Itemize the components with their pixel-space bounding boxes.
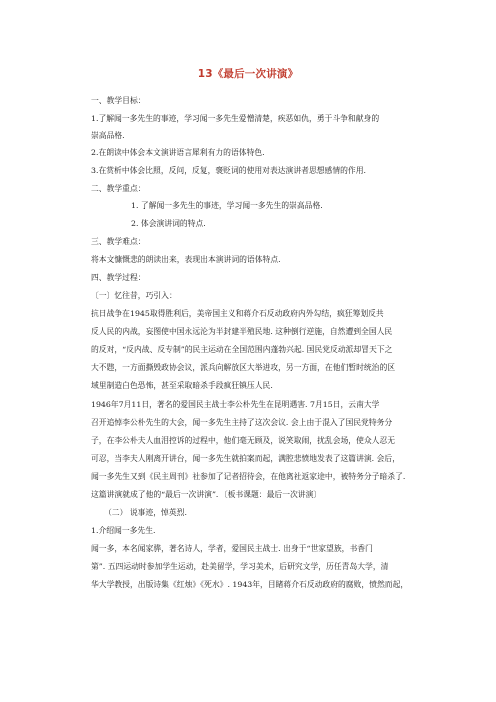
section-1-heading: 一、教学目标：: [91, 96, 146, 105]
objective-1-line-a: 1.了解闻一多先生的事迹，学习闻一多先生爱憎清楚，疾恶如仇，勇于斗争和献身的: [91, 114, 380, 123]
biography-paragraph-line: 华大学教授，出版诗集《红烛》《死水》. 1943年，目睹蒋介石反动政府的腐败，愤然而起，: [91, 580, 409, 589]
intro-paragraph-line: 的反对，“反内战、反专制”的民主运动在全国范围内蓬勃兴起. 国民党反动派却冒天下之: [91, 345, 393, 354]
section-2-heading: 二、教学重点：: [91, 184, 146, 193]
objective-1-line-b: 崇高品格.: [91, 131, 125, 140]
objective-3: 3.在赏析中体会比照，反问，反复，褒贬词的使用对表达演讲者思想感情的作用.: [91, 166, 367, 175]
biography-paragraph-line: 闻一多，本名闻家骅，著名诗人，学者，爱国民主战士. 出身于“世家望族，书香门: [91, 544, 373, 553]
key-point-2: 2. 体会演讲词的特点.: [131, 219, 206, 228]
objective-2: 2.在朗读中体会本文演讲语言犀利有力的语体特色.: [91, 148, 265, 157]
difficulty-1: 将本文慷慨悲的朗读出来，表现出本演讲词的语体特点.: [91, 255, 281, 264]
section-4-heading: 四、教学过程：: [91, 273, 146, 282]
background-paragraph-line: 1946年7月11日，著名的爱国民主战士李公朴先生在昆明遇害. 7月15日，云南大学: [91, 400, 380, 409]
background-paragraph-line: 这篇讲演就成了他的“最后一次讲演”．〔板书课题：最后一次讲演〕: [91, 490, 322, 499]
background-paragraph-line: 子，在李公朴夫人血泪控诉的过程中，他们毫无顾及，说笑取闹，扰乱会场，使众人忍无: [91, 436, 396, 445]
document-title: 13《最后一次讲演》: [197, 68, 299, 80]
background-paragraph-line: 召开追悼李公朴先生的大会，闻一多先生主持了这次会议. 会上由于混入了国民党特务分: [91, 418, 393, 427]
background-paragraph-line: 可忍，当李夫人刚离开讲台，闻一多先生就拍案而起，满腔悲愤地发表了这篇讲演. 会后，: [91, 454, 401, 463]
step-2-heading: （二） 说事迹，悼英烈.: [104, 508, 187, 517]
intro-paragraph-line: 大不韪，一方面撕毁政协会议，派兵向解放区大举进攻，另一方面，在他们暂时统治的区: [91, 363, 396, 372]
biography-paragraph-line: 第”. 五四运动时参加学生运动，赴美留学，学习美术，后研究文学，历任青岛大学，清: [91, 562, 389, 571]
section-3-heading: 三、教学难点：: [91, 237, 146, 246]
background-paragraph-line: 闻一多先生又到《民主周刊》社参加了记者招待会，在他离社返家途中，被特务分子暗杀了.: [91, 472, 406, 481]
intro-paragraph-line: 反人民的内战，妄图使中国永远沦为半封建半殖民地. 这种倒行逆施，自然遭到全国人民: [91, 327, 393, 336]
intro-paragraph-line: 域里制造白色恐怖，甚至采取暗杀手段疯狂镇压人民.: [91, 381, 273, 390]
step-2-item-1: 1.介绍闻一多先生.: [91, 526, 156, 535]
key-point-1: 1. 了解闻一多先生的事迹，学习闻一多先生的崇高品格.: [131, 201, 323, 210]
step-1-heading: 〔一〕忆往昔，巧引入：: [91, 291, 177, 300]
intro-paragraph-line: 抗日战争在1945取得胜利后，美帝国主义和蒋介石反动政府内外勾结，疯狂筹划反共: [91, 309, 384, 318]
